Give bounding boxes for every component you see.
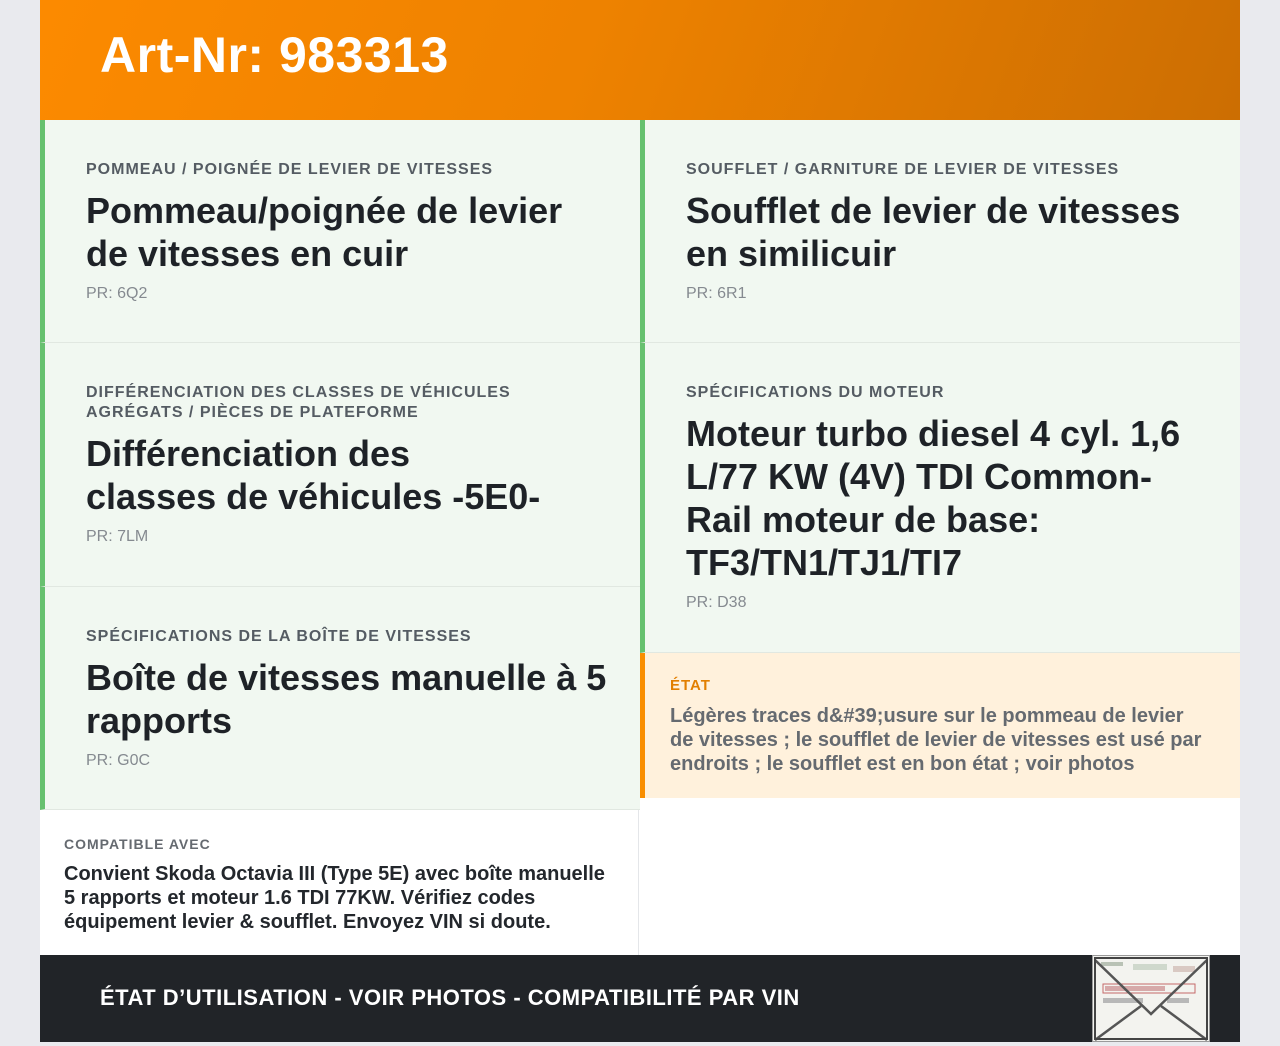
condition-label: ÉTAT — [670, 677, 711, 694]
spec-pr-code: PR: 6Q2 — [86, 285, 148, 302]
spec-category: SPÉCIFICATIONS DU MOTEUR — [686, 384, 945, 401]
product-sheet — [40, 0, 1240, 1042]
spec-category: POMMEAU / POIGNÉE DE LEVIER DE VITESSES — [86, 161, 494, 178]
article-number-title: Art-Nr: 983313 — [100, 27, 449, 83]
envelope-stamp-icon — [1092, 955, 1210, 1042]
spec-title: Différenciation des classes de véhicules -5E0- — [86, 433, 541, 517]
spec-category: DIFFÉRENCIATION DES CLASSES DE VÉHICULES AGRÉGATS / PIÈCES DE PLATEFORME — [86, 384, 511, 421]
spec-pr-code: PR: 7LM — [86, 528, 149, 545]
spec-card-vehicle-class — [40, 343, 640, 587]
spec-title: Moteur turbo diesel 4 cyl. 1,6 L/77 KW (4V) TDI Common-Rail moteur de base: TF3/TN1/TJ1/TI7 — [686, 413, 1181, 583]
spec-category: SPÉCIFICATIONS DE LA BOÎTE DE VITESSES — [86, 628, 472, 645]
spec-pr-code: PR: D38 — [686, 594, 747, 611]
spec-title: Soufflet de levier de vitesses en similicuir — [686, 190, 1181, 274]
footer-text: ÉTAT D’UTILISATION - VOIR PHOTOS - COMPATIBILITÉ PAR VIN — [100, 985, 800, 1010]
condition-box — [640, 653, 1240, 798]
condition-text: Légères traces d&#39;usure sur le pommeau de levier de vitesses ; le soufflet de levier de vitesses est usé par endroits ; le soufflet est en bon état ; voir photos — [670, 705, 1202, 775]
spec-pr-code: PR: 6R1 — [686, 285, 747, 302]
spec-card-gearbox — [40, 587, 640, 810]
footer-bar — [40, 955, 1240, 1042]
compatibility-text: Convient Skoda Octavia III (Type 5E) avec boîte manuelle 5 rapports et moteur 1.6 TDI 77KW. Vérifiez codes équipement levier & soufflet. Envoyez VIN si doute. — [64, 863, 605, 933]
spec-card-engine — [640, 343, 1240, 653]
spec-title: Boîte de vitesses manuelle à 5 rapports — [86, 657, 607, 741]
spec-title: Pommeau/poignée de levier de vitesses en cuir — [86, 190, 563, 274]
compatibility-label: COMPATIBLE AVEC — [64, 836, 211, 852]
envelope-stamp-graphic — [1093, 956, 1209, 1041]
spec-card-shift-boot — [640, 120, 1240, 343]
spec-pr-code: PR: G0C — [86, 752, 151, 769]
spec-category: SOUFFLET / GARNITURE DE LEVIER DE VITESSES — [686, 161, 1120, 178]
header-banner — [40, 0, 1240, 120]
compatibility-box — [40, 810, 639, 955]
spec-card-gear-knob — [40, 120, 640, 343]
